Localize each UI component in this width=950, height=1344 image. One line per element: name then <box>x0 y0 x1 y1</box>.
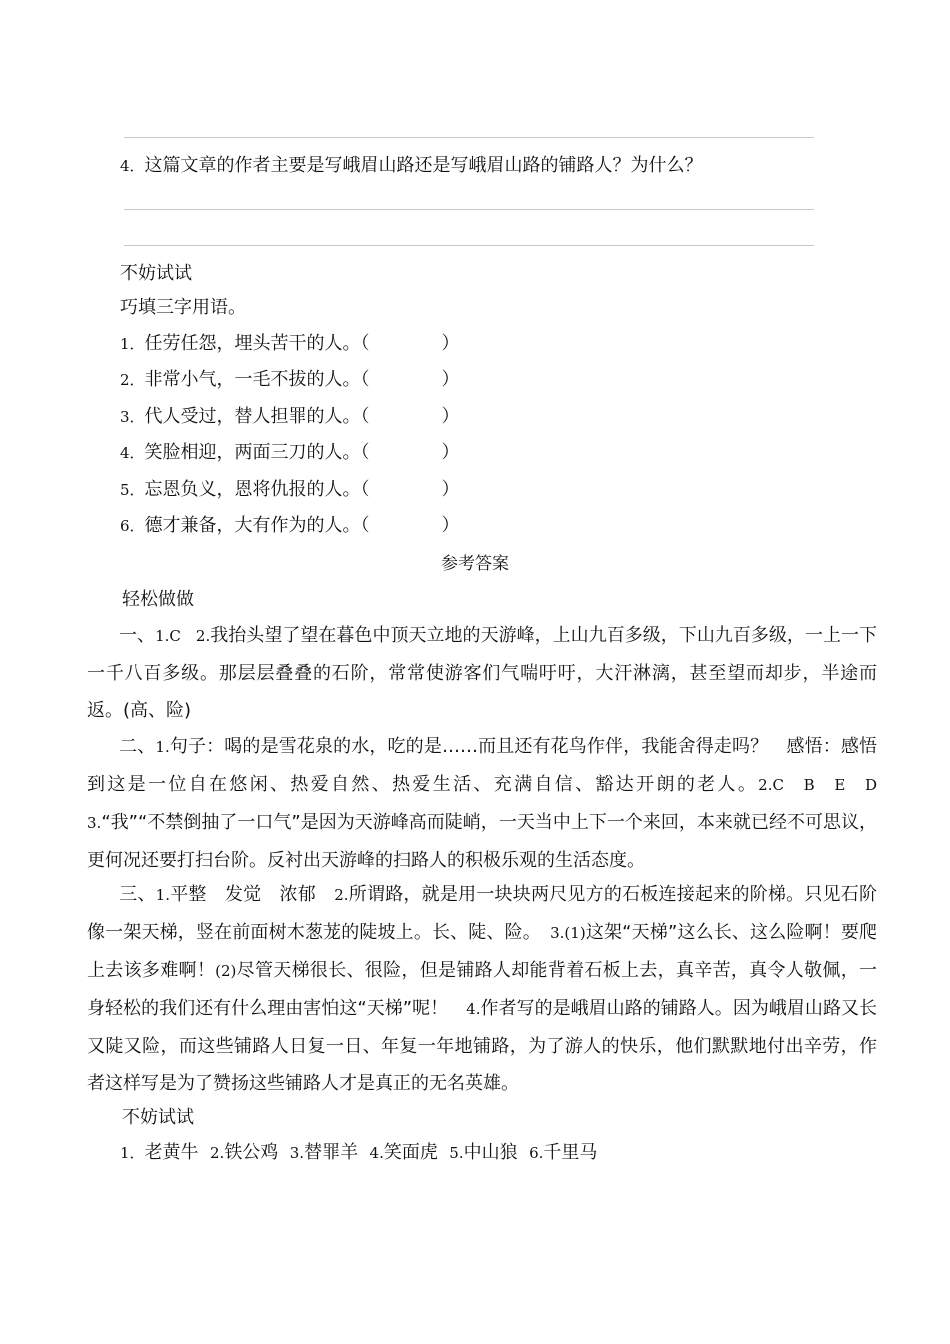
answer-line <box>124 209 814 210</box>
try-answers: 1．老黄牛 2.铁公鸡 3.替罪羊 4.笑面虎 5.中山狼 6.千里马 <box>120 1142 598 1163</box>
fill-item: 4．笑脸相迎，两面三刀的人。（ ） <box>120 442 460 463</box>
fill-item: 2．非常小气，一毛不拔的人。（ ） <box>120 369 460 390</box>
answer-title: 参考答案 <box>441 554 509 574</box>
answer-line <box>124 245 814 246</box>
fill-item: 5．忘恩负义，恩将仇报的人。（ ） <box>120 479 460 500</box>
question-number: 4． <box>120 157 145 175</box>
section-heading: 不妨试试 <box>122 1107 194 1128</box>
answer-paragraph-1: 一、1.C 2.我抬头望了望在暮色中顶天立地的天游峰，上山九百多级，下山九百多级，一上一下一千八百多级。那层层叠叠的石阶，常常使游客们气喘吁吁，大汗淋漓，甚至望而却步，半途而返。(高、险) <box>87 625 878 721</box>
fill-item: 3．代人受过，替人担罪的人。（ ） <box>120 406 460 427</box>
fill-item: 1．任劳任怨，埋头苦干的人。（ ） <box>120 333 460 354</box>
section-heading: 不妨试试 <box>120 263 192 284</box>
question-4 <box>120 154 703 178</box>
answer-line <box>124 137 814 138</box>
section-heading: 轻松做做 <box>122 589 194 610</box>
answer-paragraph-3: 三、1.平整 发觉 浓郁 2.所谓路，就是用一块块两尺见方的石板连接起来的阶梯。只见石阶像一架天梯，竖在前面树木葱茏的陡坡上。长、陡、险。 3.(1)这架“天梯”这么长、这么险啊！要爬上去该多难啊！(2)尽管天梯很长、很险，但是铺路人却能背着石板上去，真辛苦，真令人敬佩，一身轻松的我们还有什么理由害怕这“天梯”呢！ 4.作者写的是峨眉山路的铺路人。因为峨眉山路又长又陡又险，而这些铺路人日复一日、年复一年地铺路，为了游人的快乐，他们默默地付出辛劳，作者这样写是为了赞扬这些铺路人才是真正的无名英雄。 <box>87 884 878 1094</box>
fill-item: 6．德才兼备，大有作为的人。（ ） <box>120 515 460 536</box>
answer-paragraph-2: 二、1.句子：喝的是雪花泉的水，吃的是……而且还有花鸟作伴，我能舍得走吗？ 感悟：感悟到这是一位自在悠闲、热爱自然、热爱生活、充满自信、豁达开朗的老人。2.C B E D 3.“我”“不禁倒抽了一口气”是因为天游峰高而陡峭，一天当中上下一个来回，本来就已经不可思议，更何况还要打扫台阶。反衬出天游峰的扫路人的积极乐观的生活态度。 <box>87 736 893 871</box>
question-text: 这篇文章的作者主要是写峨眉山路还是写峨眉山路的铺路人？为什么？ <box>144 155 703 176</box>
fill-instruction: 巧填三字用语。 <box>120 297 246 318</box>
